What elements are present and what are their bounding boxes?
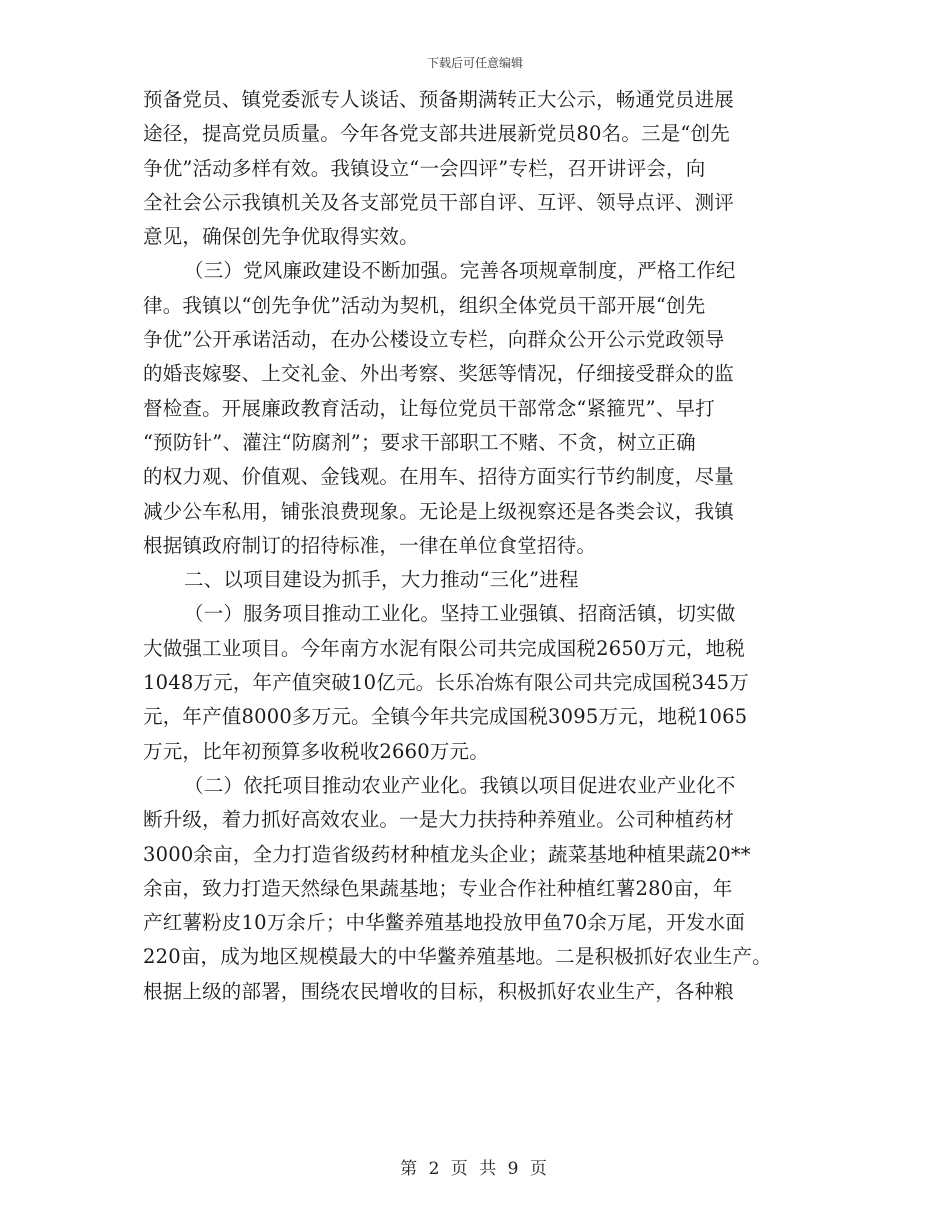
text-line: 万元，比年初预算多收税收2660万元。 <box>143 739 489 763</box>
text-line: 3000余亩，全力打造省级药材种植龙头企业；蔬菜基地种植果蔬20** <box>143 842 751 866</box>
text-line: “预防针”、灌注“防腐剂”；要求干部职工不赌、不贪，树立正确 <box>143 430 696 454</box>
page-header: 下载后可任意编辑 <box>426 56 523 70</box>
text-line: 律。我镇以“创先争优”活动为契机，组织全体党员干部开展“创先 <box>143 293 706 317</box>
text-line: 220亩，成为地区规模最大的中华鳖养殖基地。二是积极抓好农业生产。 <box>143 945 772 969</box>
text-line: 二、以项目建设为抓手，大力推动“三化”进程 <box>184 568 579 592</box>
text-line: 全社会公示我镇机关及各支部党员干部自评、互评、领导点评、测评 <box>143 190 735 214</box>
document-body <box>143 83 833 1009</box>
text-line: 断升级，着力抓好高效农业。一是大力扶持种养殖业。公司种植药材 <box>143 808 735 832</box>
text-line: 元，年产值8000多万元。全镇今年共完成国税3095万元，地税1065 <box>143 705 748 729</box>
text-line: 减少公车私用，铺张浪费现象。无论是上级视察还是各类会议，我镇 <box>143 499 735 523</box>
text-line: 产红薯粉皮10万余斤；中华鳖养殖基地投放甲鱼70余万尾，开发水面 <box>143 911 746 935</box>
text-line: 督检查。开展廉政教育活动，让每位党员干部常念“紧箍咒”、早打 <box>143 396 715 420</box>
text-line: 的婚丧嫁娶、上交礼金、外出考察、奖惩等情况，仔细接受群众的监 <box>143 362 735 386</box>
text-line: （二）依托项目推动农业产业化。我镇以项目促进农业产业化不 <box>184 773 736 797</box>
text-line: （三）党风廉政建设不断加强。完善各项规章制度，严格工作纪 <box>184 259 736 283</box>
text-line: 根据镇政府制订的招待标准，一律在单位食堂招待。 <box>143 533 597 557</box>
text-line: 余亩，致力打造天然绿色果蔬基地；专业合作社种植红薯280亩，年 <box>143 876 733 900</box>
text-line: 1048万元，年产值突破10亿元。长乐冶炼有限公司共完成国税345万 <box>143 671 749 695</box>
text-line: 争优”活动多样有效。我镇设立“一会四评”专栏，召开讲评会，向 <box>143 156 706 180</box>
text-line: 根据上级的部署，围绕农民增收的目标，积极抓好农业生产，各种粮 <box>143 979 735 1003</box>
text-line: （一）服务项目推动工业化。坚持工业强镇、招商活镇，切实做 <box>184 602 736 626</box>
text-line: 意见，确保创先争优取得实效。 <box>143 225 419 249</box>
text-line: 大做强工业项目。今年南方水泥有限公司共完成国税2650万元，地税 <box>143 636 746 660</box>
text-line: 预备党员、镇党委派专人谈话、预备期满转正大公示，畅通党员进展 <box>143 88 735 111</box>
text-line: 的权力观、价值观、金钱观。在用车、招待方面实行节约制度，尽量 <box>143 465 735 489</box>
text-line: 途径，提高党员质量。今年各党支部共进展新党员80名。三是“创先 <box>143 122 730 146</box>
page-number: 第 2 页 共 9 页 <box>400 1159 550 1179</box>
text-line: 争优”公开承诺活动，在办公楼设立专栏，向群众公开公示党政领导 <box>143 328 725 352</box>
